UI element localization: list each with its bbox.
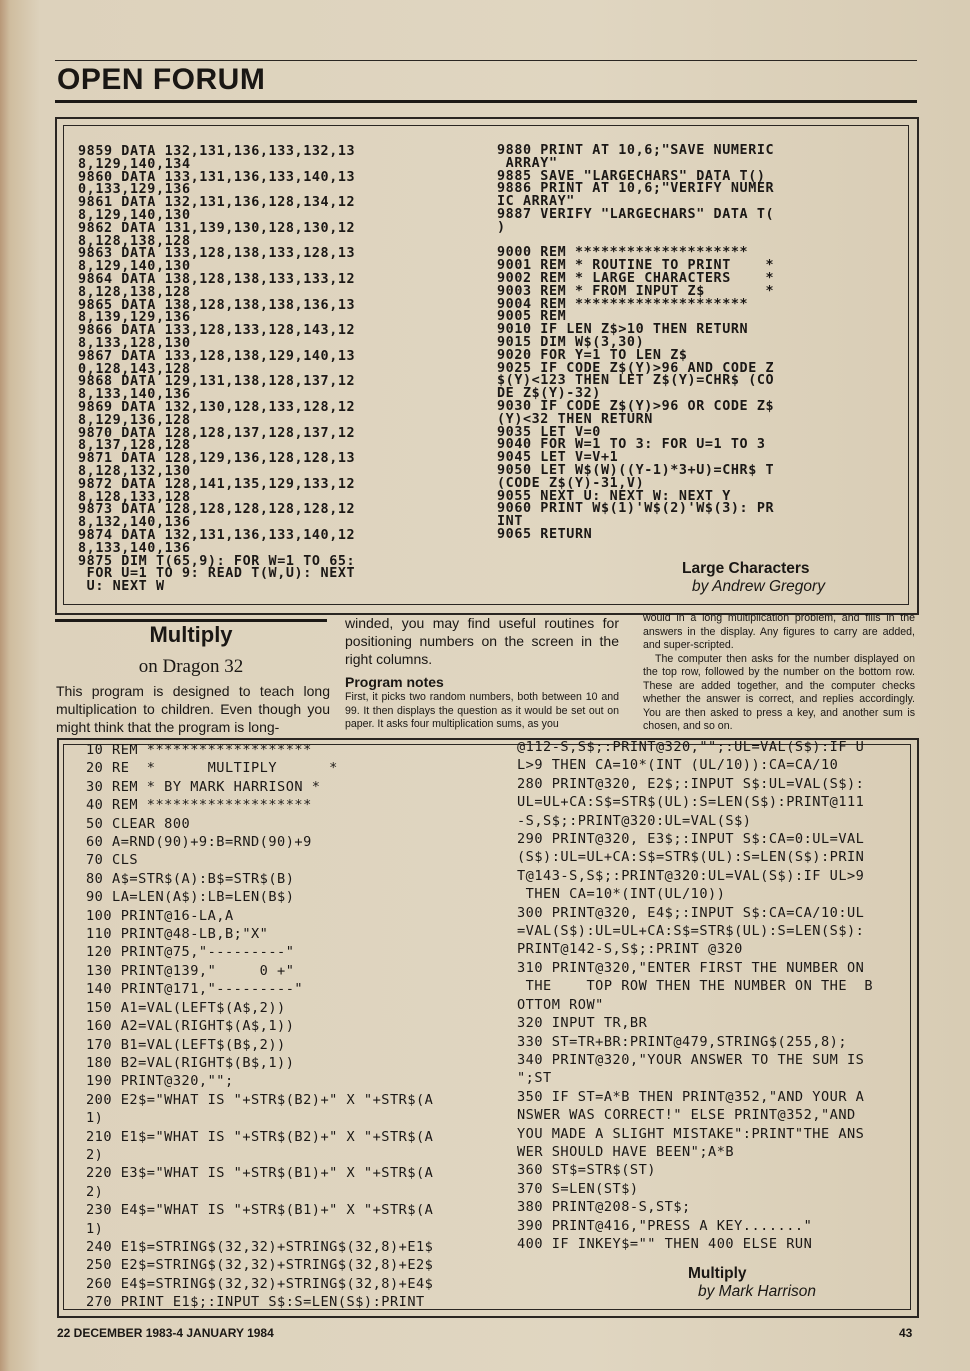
section-title: OPEN FORUM [57, 63, 266, 96]
page-number: 43 [899, 1326, 913, 1340]
header-rule-top [55, 60, 917, 61]
code-line: 360 ST$=STR$(ST) [517, 1162, 656, 1179]
code-line: @112-S,S$;:PRINT@320,"";:UL=VAL(S$):IF U [517, 739, 865, 755]
code-line: 9000 REM ******************** [497, 245, 749, 261]
code-line: 40 REM ******************* [86, 797, 312, 814]
article-paragraph: The computer then asks for the number displayed on the top row, followed by the number on the bottom row. These are added together, and the computer checks whether the answer is correct, and replies accordingly. You are then asked to press a key, and another sum is chosen, and so on. [643, 652, 915, 732]
code-line: 9871 DATA 128,129,136,128,128,13 [78, 451, 356, 467]
code-line: 9003 REM * FROM INPUT Z$ * [497, 283, 775, 299]
code-line: 2) [86, 1146, 104, 1163]
code-line: 340 PRINT@320,"YOUR ANSWER TO THE SUM IS [517, 1051, 865, 1068]
code-line: 9055 NEXT U: NEXT W: NEXT Y [497, 488, 731, 504]
code-line: 1) [86, 1220, 104, 1237]
code-line: 8,137,128,128 [78, 438, 191, 454]
code-line: FOR U=1 TO 9: READ T(W,U): NEXT [78, 566, 356, 582]
code-line: (S$):UL=UL+CA:S$=STR$(UL):S=LEN(S$):PRIN [517, 849, 865, 866]
code-line: 90 LA=LEN(A$):LB=LEN(B$) [86, 889, 295, 906]
code-line: 330 ST=TR+BR:PRINT@479,STRING$(255,8); [517, 1033, 847, 1050]
code-line: 1) [86, 1110, 104, 1127]
multiply-credit [688, 1265, 816, 1301]
code-line: 50 CLEAR 800 [86, 815, 191, 832]
code-line: WER SHOULD HAVE BEEN";A*B [517, 1143, 735, 1160]
code-line: 8,132,140,136 [78, 515, 191, 531]
code-line: 10 REM ******************* [86, 742, 312, 758]
code-line: 80 A$=STR$(A):B$=STR$(B) [86, 870, 295, 887]
code-line: 100 PRINT@16-LA,A [86, 907, 234, 924]
code-line: 8,133,140,136 [78, 387, 191, 403]
code-line: UL=UL+CA:S$=STR$(UL):S=LEN(S$):PRINT@111 [517, 794, 865, 811]
code-line: 9867 DATA 133,128,138,129,140,13 [78, 348, 356, 364]
code-line: 9887 VERIFY "LARGECHARS" DATA T( [497, 206, 775, 222]
code-line: 9004 REM ******************** [497, 296, 749, 312]
code-line: 9010 IF LEN Z$>10 THEN RETURN [497, 322, 749, 338]
code-line: 9045 LET V=V+1 [497, 450, 619, 466]
code-line: 9025 IF CODE Z$(Y)>96 AND CODE Z [497, 360, 775, 376]
code-line: 140 PRINT@171,"---------" [86, 981, 304, 998]
credit-author: by Mark Harrison [698, 1283, 816, 1300]
code-line: 9015 DIM W$(3,30) [497, 334, 645, 350]
article-heading: Multiply [149, 622, 233, 647]
code-line: 8,128,138,128 [78, 284, 191, 300]
code-line: 150 A1=VAL(LEFT$(A$,2)) [86, 999, 286, 1016]
large-characters-listing-left [78, 146, 355, 594]
program-notes-heading: Program notes [345, 674, 444, 690]
code-line: 8,133,140,136 [78, 540, 191, 556]
code-line: 240 E1$=STRING$(32,32)+STRING$(32,8)+E1$ [86, 1238, 434, 1255]
code-line: 9030 IF CODE Z$(Y)>96 OR CODE Z$ [497, 398, 775, 414]
code-line: 300 PRINT@320, E4$;:INPUT S$:CA=CA/10:UL [517, 904, 865, 921]
code-line: 210 E1$="WHAT IS "+STR$(B2)+" X "+STR$(A [86, 1128, 434, 1145]
code-line: IC ARRAY" [497, 194, 575, 210]
code-line: 380 PRINT@208-S,ST$; [517, 1199, 691, 1216]
code-line: 8,128,138,128 [78, 233, 191, 249]
code-line: INT [497, 514, 523, 530]
code-line: 9866 DATA 133,128,133,128,143,12 [78, 323, 356, 339]
code-line: ";ST [517, 1070, 552, 1087]
article-intro: This program is designed to teach long multiplication to children. Even though you might think that the program is long- [56, 683, 330, 735]
credit-title: Large Characters [682, 560, 810, 577]
code-line: 9050 LET W$(W)((Y-1)*3+U)=CHR$ T [497, 462, 775, 478]
code-line: 110 PRINT@48-LB,B;"X" [86, 926, 269, 943]
code-line: 8,128,133,128 [78, 489, 191, 505]
code-line: 9020 FOR Y=1 TO LEN Z$ [497, 347, 688, 363]
code-line: 20 RE * MULTIPLY * [86, 760, 338, 777]
code-line: 8,129,140,134 [78, 156, 191, 172]
code-line: 9860 DATA 133,131,136,133,140,13 [78, 169, 356, 185]
code-line: 9885 SAVE "LARGECHARS" DATA T() [497, 168, 766, 184]
code-line: (Y)<32 THEN RETURN [497, 411, 653, 427]
code-line: 8,129,136,128 [78, 412, 191, 428]
code-line: 70 CLS [86, 852, 139, 869]
code-line: 9859 DATA 132,131,136,133,132,13 [78, 144, 356, 159]
code-line: 9873 DATA 128,128,128,128,128,12 [78, 502, 356, 518]
code-line: U: NEXT W [78, 579, 165, 595]
code-line: 9005 REM [497, 309, 567, 325]
code-line: 310 PRINT@320,"ENTER FIRST THE NUMBER ON [517, 959, 865, 976]
multiply-listing-right [517, 738, 873, 1253]
code-line: 9874 DATA 132,131,136,133,140,12 [78, 527, 356, 543]
code-line: ARRAY" [497, 155, 558, 171]
code-line: 130 PRINT@139," 0 +" [86, 962, 295, 979]
code-line: ) [497, 219, 506, 235]
code-line: 370 S=LEN(ST$) [517, 1180, 639, 1197]
code-line: 8,128,132,130 [78, 463, 191, 479]
code-line: 8,129,140,130 [78, 259, 191, 275]
header-rule-bottom [55, 100, 917, 103]
code-line: 9861 DATA 132,131,136,128,134,12 [78, 195, 356, 211]
article-lead-text: winded, you may find useful routines for positioning numbers on the screen in the right columns. [345, 615, 619, 667]
code-line: 170 B1=VAL(LEFT$(B$,2)) [86, 1036, 286, 1053]
code-line: 9870 DATA 128,128,137,128,137,12 [78, 425, 356, 441]
code-line: 9040 FOR W=1 TO 3: FOR U=1 TO 3 [497, 437, 766, 453]
code-line: 280 PRINT@320, E2$;:INPUT S$:UL=VAL(S$): [517, 775, 865, 792]
code-line: 180 B2=VAL(RIGHT$(B$,1)) [86, 1054, 295, 1071]
large-characters-listing-right [497, 145, 774, 542]
code-line: $(Y)<123 THEN LET Z$(Y)=CHR$ (CO [497, 373, 775, 389]
code-line: 9865 DATA 138,128,138,138,136,13 [78, 297, 356, 313]
code-line: 290 PRINT@320, E3$;:INPUT S$:CA=0:UL=VAL [517, 831, 865, 848]
code-line: 8,133,128,130 [78, 335, 191, 351]
article-column-2 [345, 614, 619, 732]
code-line: 9869 DATA 132,130,128,133,128,12 [78, 399, 356, 415]
code-line: 400 IF INKEY$="" THEN 400 ELSE RUN [517, 1235, 813, 1252]
code-line: 9864 DATA 138,128,138,133,133,12 [78, 271, 356, 287]
code-line: 9875 DIM T(65,9): FOR W=1 TO 65: [78, 553, 356, 569]
code-line: 9035 LET V=0 [497, 424, 601, 440]
code-line: THEN CA=10*(INT(UL/10)) [517, 886, 726, 903]
code-line: 9060 PRINT W$(1)'W$(2)'W$(3): PR [497, 501, 775, 517]
code-line: T@143-S,S$;:PRINT@320:UL=VAL(S$):IF UL>9 [517, 867, 865, 884]
code-line: 9868 DATA 129,131,138,128,137,12 [78, 374, 356, 390]
code-line: YOU MADE A SLIGHT MISTAKE":PRINT"THE ANS [517, 1125, 865, 1142]
article-subheading: on Dragon 32 [138, 656, 244, 677]
code-line: 9886 PRINT AT 10,6;"VERIFY NUMER [497, 181, 775, 197]
code-line: DE Z$(Y)-32) [497, 386, 601, 402]
issue-date: 22 DECEMBER 1983-4 JANUARY 1984 [57, 1326, 274, 1340]
code-line: 0,133,129,136 [78, 182, 191, 198]
article-column-3 [643, 612, 915, 734]
large-characters-credit [682, 560, 825, 596]
code-line: 350 IF ST=A*B THEN PRINT@352,"AND YOUR A [517, 1088, 865, 1105]
code-line: 9002 REM * LARGE CHARACTERS * [497, 270, 775, 286]
code-line: (CODE Z$(Y)-31,V) [497, 475, 645, 491]
code-line: NSWER WAS CORRECT!" ELSE PRINT@352,"AND [517, 1107, 856, 1124]
code-line: PRINT@142-S,S$;:PRINT @320 [517, 941, 743, 958]
code-line: L>9 THEN CA=10*(INT (UL/10)):CA=CA/10 [517, 757, 839, 774]
code-line: 60 A=RND(90)+9:B=RND(90)+9 [86, 834, 312, 851]
code-line: 9065 RETURN [497, 526, 593, 542]
code-line: THE TOP ROW THEN THE NUMBER ON THE B [517, 978, 874, 995]
code-line: 230 E4$="WHAT IS "+STR$(B1)+" X "+STR$(A [86, 1202, 434, 1219]
code-line: =VAL(S$):UL=UL+CA:S$=STR$(UL):S=LEN(S$): [517, 923, 865, 940]
code-line: 0,128,143,128 [78, 361, 191, 377]
program-notes-text: First, it picks two random numbers, both between 10 and 99. It then displays the question as it would be set out on paper. It asks four multiplication sums, as you [345, 691, 619, 730]
code-line: 160 A2=VAL(RIGHT$(A$,1)) [86, 1018, 295, 1035]
code-line: 250 E2$=STRING$(32,32)+STRING$(32,8)+E2$ [86, 1257, 434, 1274]
code-line: 270 PRINT E1$;:INPUT S$:S=LEN(S$):PRINT [86, 1294, 425, 1311]
code-line: 320 INPUT TR,BR [517, 1015, 648, 1032]
code-line: 9001 REM * ROUTINE TO PRINT * [497, 258, 775, 274]
code-line: 390 PRINT@416,"PRESS A KEY......." [517, 1217, 813, 1234]
code-line: 9872 DATA 128,141,135,129,133,12 [78, 476, 356, 492]
code-line: 120 PRINT@75,"---------" [86, 944, 295, 961]
code-line: 8,129,140,130 [78, 207, 191, 223]
credit-author: by Andrew Gregory [692, 578, 825, 595]
code-line: 220 E3$="WHAT IS "+STR$(B1)+" X "+STR$(A [86, 1165, 434, 1182]
code-line: OTTOM ROW" [517, 996, 604, 1013]
article-paragraph: would in a long multiplication problem, and fills in the answers in the display. Any figures to carry are added, and super-scripted. [643, 612, 915, 651]
code-line: 200 E2$="WHAT IS "+STR$(B2)+" X "+STR$(A [86, 1091, 434, 1108]
code-line: -S,S$;:PRINT@320:UL=VAL(S$) [517, 812, 752, 829]
code-line: 9880 PRINT AT 10,6;"SAVE NUMERIC [497, 143, 775, 158]
code-line: 9862 DATA 131,139,130,128,130,12 [78, 220, 356, 236]
code-line: 260 E4$=STRING$(32,32)+STRING$(32,8)+E4$ [86, 1275, 434, 1292]
code-line: 2) [86, 1183, 104, 1200]
code-line: 8,139,129,136 [78, 310, 191, 326]
code-line: 30 REM * BY MARK HARRISON * [86, 778, 321, 795]
code-line: 190 PRINT@320,""; [86, 1073, 234, 1090]
multiply-listing-left [86, 741, 433, 1312]
code-line: 9863 DATA 133,128,138,133,128,13 [78, 246, 356, 262]
credit-title: Multiply [688, 1265, 747, 1282]
